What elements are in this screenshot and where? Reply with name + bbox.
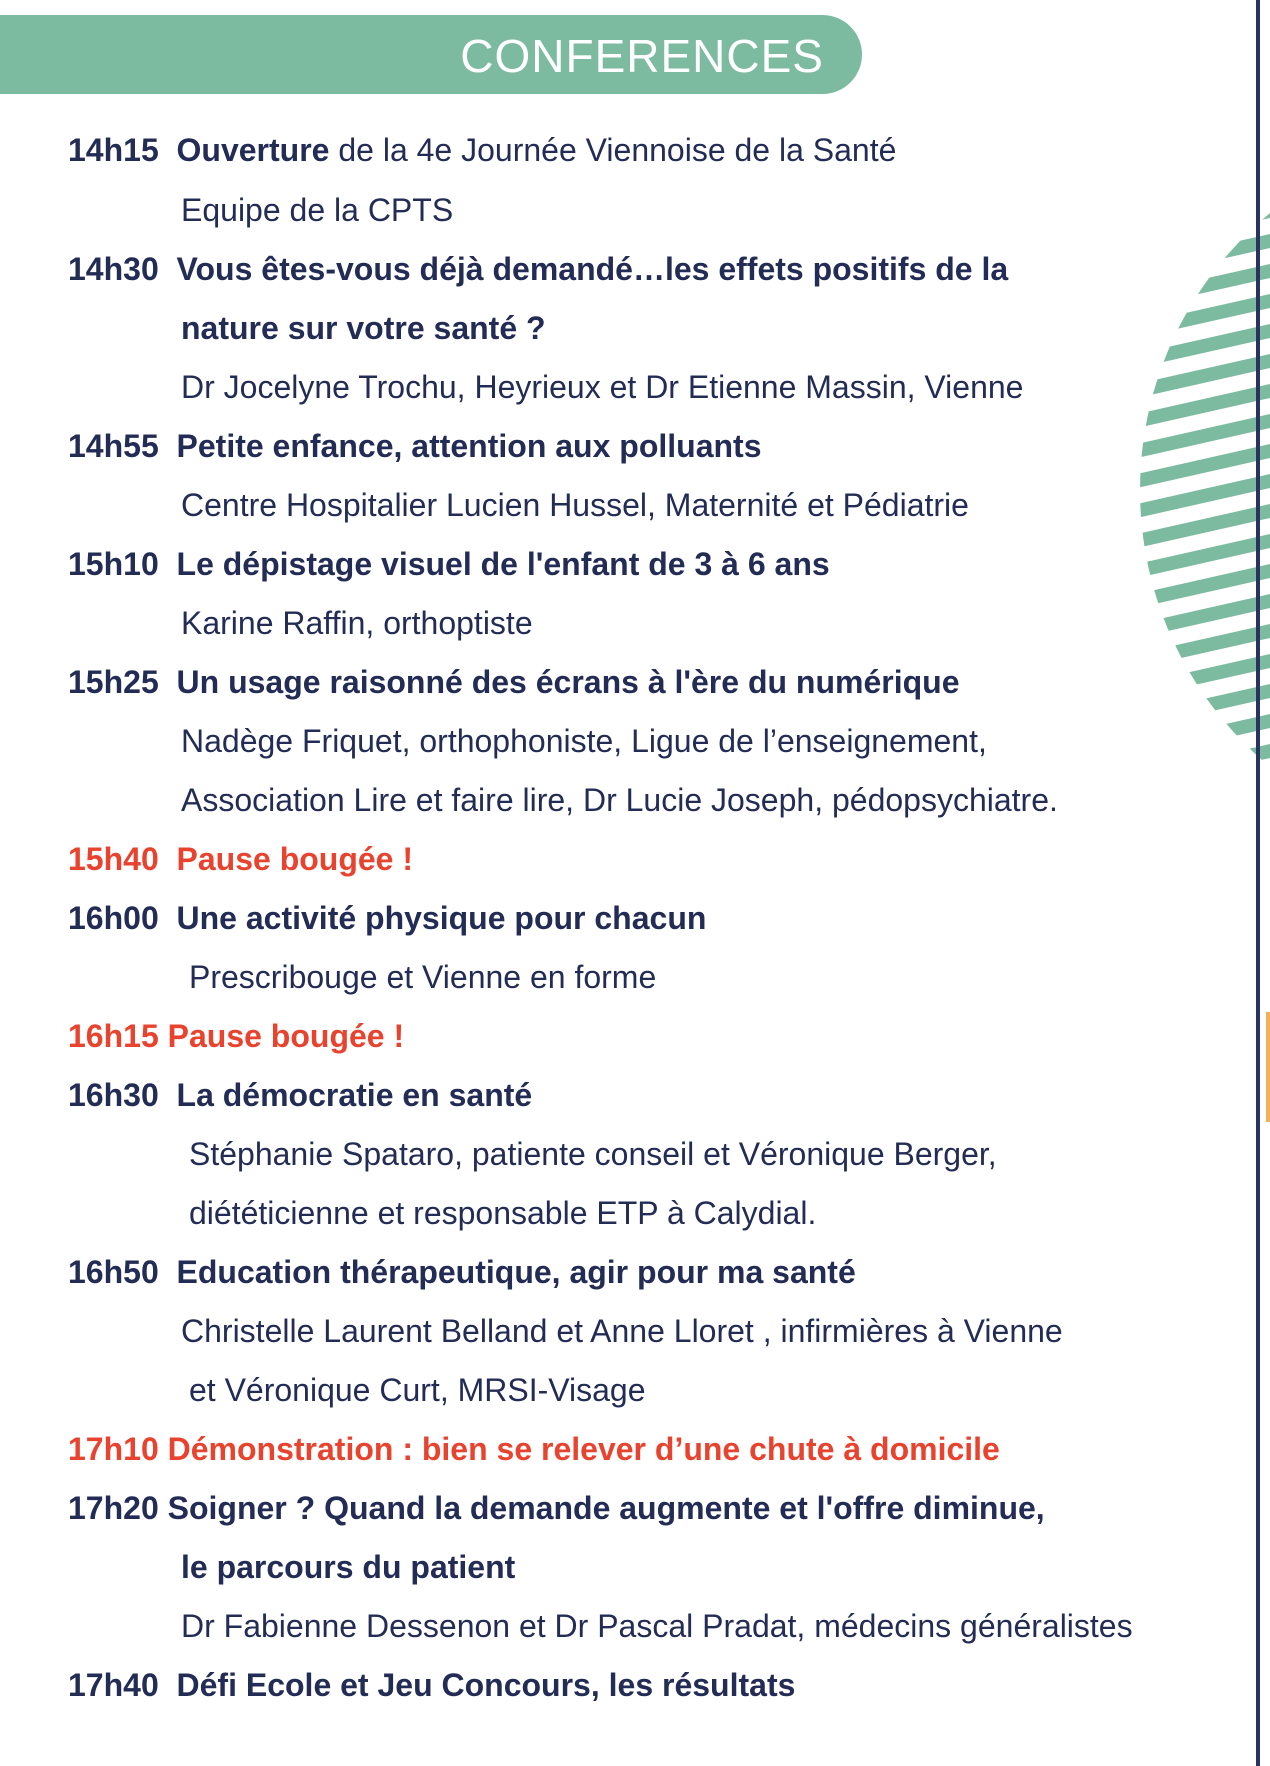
entry-speaker: Prescribouge et Vienne en forme [189,959,657,995]
entry-time: 14h30 [68,251,159,287]
right-edge-line [1256,0,1260,1766]
entry-time: 15h10 [68,546,159,582]
entry-speaker: Association Lire et faire lire, Dr Lucie Joseph, pédopsychiatre. [181,782,1058,818]
entry-title: Une activité physique pour chacun [176,900,707,936]
schedule-entry [68,898,706,938]
schedule-entry-break [68,1016,404,1056]
schedule-entry [68,1075,532,1115]
entry-title: Pause bougée ! [167,1018,405,1054]
banner-title: CONFERENCES [460,30,824,82]
entry-speaker: Centre Hospitalier Lucien Hussel, Maternité et Pédiatrie [181,487,969,523]
schedule-entry [68,1665,795,1705]
entry-title: Pause bougée ! [176,841,414,877]
entry-time: 15h40 [68,841,159,877]
entry-speaker: Dr Fabienne Dessenon et Dr Pascal Pradat, médecins généralistes [181,1608,1133,1644]
entry-title: Petite enfance, attention aux polluants [176,428,762,464]
entry-speaker: diététicienne et responsable ETP à Calydial. [189,1195,817,1231]
entry-title: Vous êtes-vous déjà demandé…les effets positifs de la [176,251,1009,287]
entry-title: Le dépistage visuel de l'enfant de 3 à 6 ans [176,546,830,582]
entry-speaker: Stéphanie Spataro, patiente conseil et Véronique Berger, [189,1136,997,1172]
schedule-entry [68,1488,1045,1528]
schedule-entry [68,662,960,702]
entry-speaker: Nadège Friquet, orthophoniste, Ligue de l’enseignement, [181,723,987,759]
entry-time: 16h00 [68,900,159,936]
entry-title-continued: le parcours du patient [181,1549,516,1585]
schedule-entry [68,249,1008,289]
entry-title: Démonstration : bien se relever d’une chute à domicile [167,1431,1000,1467]
entry-title: Défi Ecole et Jeu Concours, les résultats [176,1667,796,1703]
entry-title: Un usage raisonné des écrans à l'ère du numérique [176,664,960,700]
entry-time: 16h30 [68,1077,159,1113]
entry-time: 15h25 [68,664,159,700]
entry-time: 17h10 [68,1431,159,1467]
entry-speaker: Dr Jocelyne Trochu, Heyrieux et Dr Etienne Massin, Vienne [181,369,1024,405]
right-edge-accent [1266,1012,1270,1122]
schedule-entry [68,1252,856,1292]
schedule-entry [68,426,762,466]
entry-speaker: Christelle Laurent Belland et Anne Lloret , infirmières à Vienne [181,1313,1063,1349]
entry-speaker: Karine Raffin, orthoptiste [181,605,533,641]
entry-title: Education thérapeutique, agir pour ma santé [176,1254,856,1290]
entry-title: Ouverture [176,132,330,168]
entry-title: Soigner ? Quand la demande augmente et l'offre diminue, [167,1490,1045,1526]
entry-time: 17h40 [68,1667,159,1703]
schedule-entry-break [68,839,413,879]
schedule-entry [68,130,896,170]
entry-time: 16h15 [68,1018,159,1054]
entry-time: 14h15 [68,132,159,168]
entry-speaker: et Véronique Curt, MRSI-Visage [189,1372,646,1408]
entry-speaker: Equipe de la CPTS [181,192,454,228]
entry-time: 14h55 [68,428,159,464]
entry-time: 16h50 [68,1254,159,1290]
entry-title: La démocratie en santé [176,1077,533,1113]
schedule-entry [68,544,830,584]
entry-subtitle: de la 4e Journée Viennoise de la Santé [329,132,897,168]
schedule-entry-demonstration [68,1429,1000,1469]
entry-title-continued: nature sur votre santé ? [181,310,546,346]
entry-time: 17h20 [68,1490,159,1526]
